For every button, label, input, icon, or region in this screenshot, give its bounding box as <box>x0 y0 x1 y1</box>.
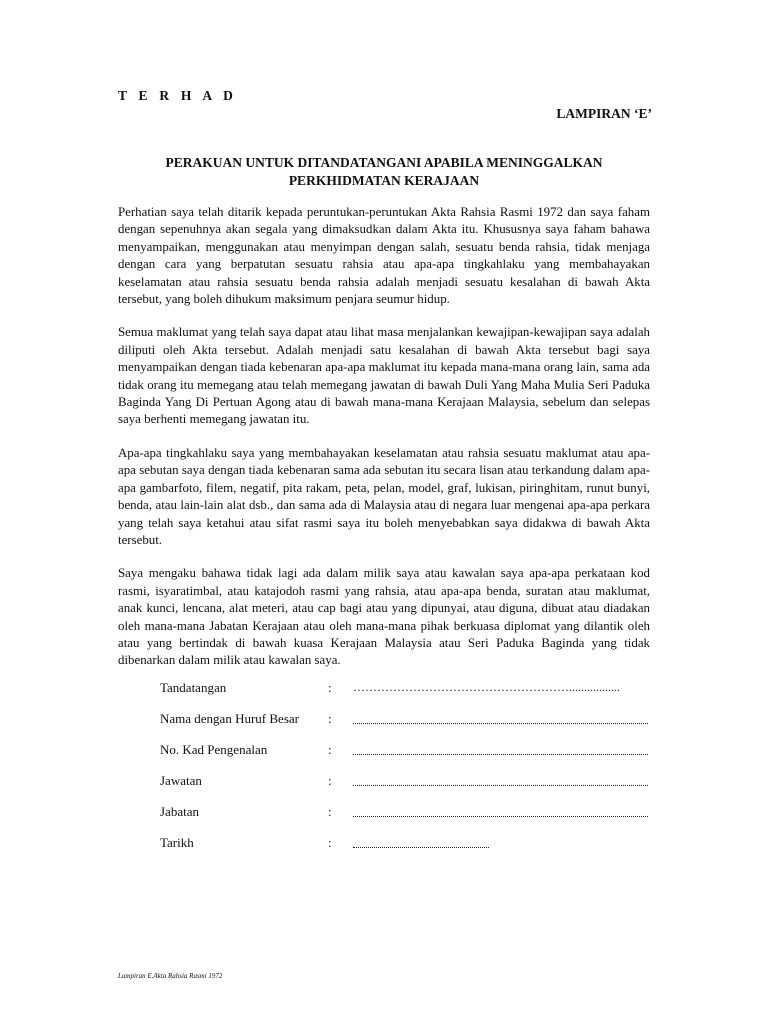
date-field <box>353 847 489 848</box>
title-line-1: PERAKUAN UNTUK DITANDATANGANI APABILA MENINGGALKAN <box>165 155 603 170</box>
declaration-form <box>160 680 660 866</box>
paragraph-2: Semua maklumat yang telah saya dapat atau lihat masa menjalankan kewajipan-kewajipan saya adalah diliputi oleh Akta tersebut. Adalah menjadi satu kesalahan di bawah Akta tersebut bagi saya menyampaikan dengan tiada kebenaran apa-apa maklumat itu kepada mana-mana orang lain, sama ada tidak orang itu memegang atau telah memegang jawatan di bawah Duli Yang Maha Mulia Seri Paduka Baginda Yang Di Pertuan Agong atau di bawah mana-mana Kerajaan Malaysia, sebelum dan selepas saya berhenti memegang jawatan itu. <box>118 325 650 427</box>
body-text <box>118 204 650 686</box>
signature-label: Tandatangan <box>160 680 227 695</box>
separator: : <box>328 711 332 726</box>
form-row-date <box>160 835 660 866</box>
separator: : <box>328 773 332 788</box>
form-row-position <box>160 773 660 804</box>
name-field <box>353 723 648 724</box>
paragraph-3: Apa-apa tingkahlaku saya yang membahayakan keselamatan atau rahsia sesuatu maklumat atau apa-apa sebutan saya dengan tiada kebenaran sama ada sebutan itu secara lisan atau terkandung dalam apa-apa gambarfoto, filem, negatif, pita rakam, peta, pelan, model, graf, lukisan, piringhitam, runut bunyi, benda, atau lain-lain alat dsb., dan sama ada di Malaysia atau di negara luar mengenai apa-apa perkara yang telah saya ketahui atau sifat rasmi saya itu boleh menyebabkan saya didakwa di bawah Akta tersebut. <box>118 445 650 547</box>
date-label: Tarikh <box>160 835 194 850</box>
separator: : <box>328 680 332 695</box>
footer-reference: Lampiran E.Akta Rahsia Rasmi 1972 <box>118 972 223 980</box>
form-row-ic <box>160 742 660 773</box>
form-row-name <box>160 711 660 742</box>
signature-field: ………………………………………………................. <box>353 680 620 694</box>
form-row-department <box>160 804 660 835</box>
position-field <box>353 785 648 786</box>
position-label: Jawatan <box>160 773 202 788</box>
separator: : <box>328 804 332 819</box>
paragraph-4: Saya mengaku bahawa tidak lagi ada dalam milik saya atau kawalan saya apa-apa perkataan kod rasmi, isyaratimbal, atau katajodoh rasmi yang rahsia, atau apa-apa benda, suratan atau maklumat, anak kunci, lencana, alat meteri, atau cap bagi atau yang dipunyai, atau diguna, dibuat atau diadakan oleh mana-mana Jabatan Kerajaan atau oleh mana-mana pihak berkuasa diplomat yang dilantik oleh atau yang bertindak di bawah kuasa Kerajaan Malaysia atau Seri Paduka Baginda yang tidak dibenarkan dalam milik atau kawalan saya. <box>118 566 650 668</box>
paragraph-1: Perhatian saya telah ditarik kepada peruntukan-peruntukan Akta Rahsia Rasmi 1972 dan saya faham dengan sepenuhnya akan segala yang dimaksudkan dalam Akta itu. Khususnya saya faham bahawa menyampaikan, menggunakan atau menyimpan dengan salah, sesuatu benda rahsia, tidak menjaga dengan cara yang berpatutan sesuatu rahsia atau apa-apa tingkahlaku yang membahayakan keselamatan atau rahsia sesuatu benda rahsia adalah menjadi sesuatu kesalahan di bawah Akta tersebut, yang boleh dihukum maksimum penjara seumur hidup. <box>118 205 650 307</box>
annex-label: LAMPIRAN ‘E’ <box>556 106 652 121</box>
form-row-signature <box>160 680 660 711</box>
department-label: Jabatan <box>160 804 199 819</box>
ic-number-field <box>353 754 648 755</box>
separator: : <box>328 835 332 850</box>
classification-marking: T E R H A D <box>118 88 238 103</box>
title-line-2: PERKHIDMATAN KERAJAAN <box>288 173 480 188</box>
separator: : <box>328 742 332 757</box>
document-title <box>118 154 650 190</box>
department-field <box>353 816 648 817</box>
ic-number-label: No. Kad Pengenalan <box>160 742 268 757</box>
name-label: Nama dengan Huruf Besar <box>160 711 299 726</box>
